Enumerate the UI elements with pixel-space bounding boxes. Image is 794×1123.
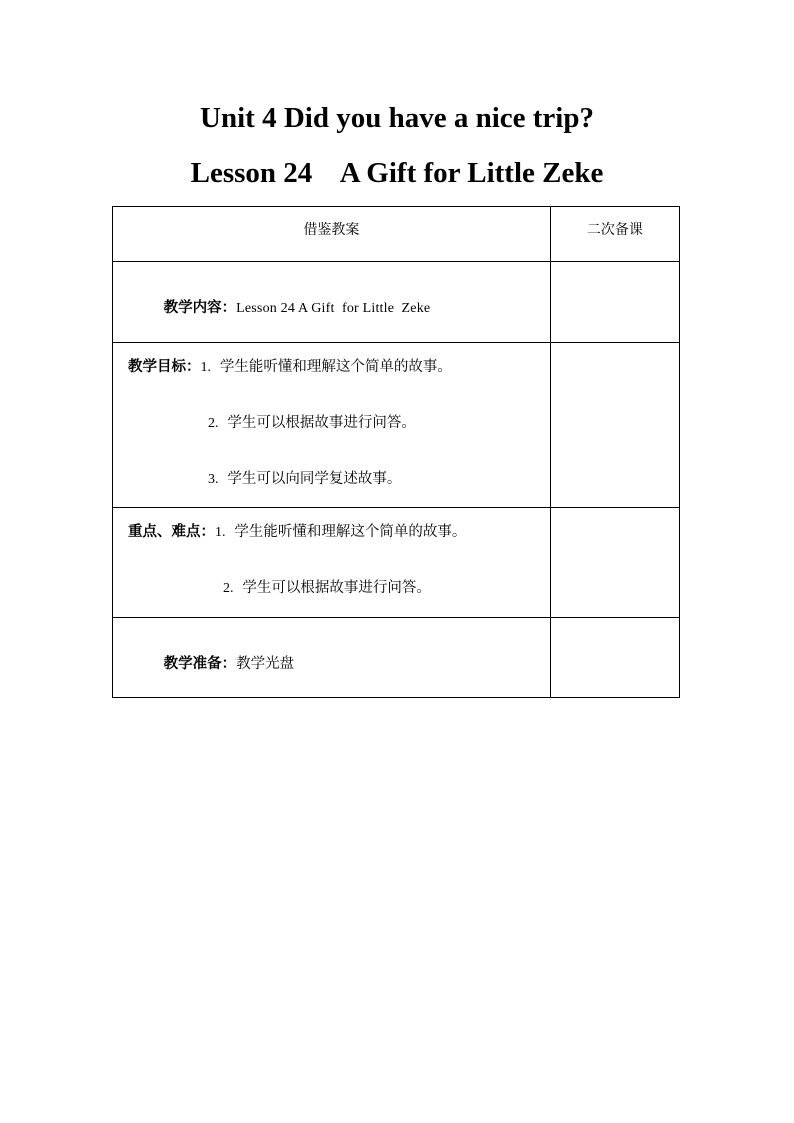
goal-text: 学生能听懂和理解这个简单的故事。 [219, 359, 452, 375]
content-notes-cell [550, 262, 679, 343]
goals-notes-cell [550, 343, 679, 508]
preparation-cell [113, 618, 551, 698]
key-points-cell [113, 508, 551, 618]
content-value: Lesson 24 A Gift for Little Zeke [236, 301, 431, 316]
preparation-label: 教学准备： [163, 656, 237, 672]
table-row-key-points [113, 508, 680, 618]
goal-text: 学生可以向同学复述故事。 [227, 471, 402, 487]
page-title: Unit 4 Did you have a nice trip? [200, 102, 594, 134]
table-row-preparation [113, 618, 680, 698]
key-points-label: 重点、难点： [128, 524, 215, 540]
key-point-number: 2. [223, 581, 234, 596]
goal-number: 1. [200, 360, 211, 375]
key-points-notes-cell [550, 508, 679, 618]
key-point-item [128, 577, 550, 600]
key-point-text: 学生能听懂和理解这个简单的故事。 [234, 524, 467, 540]
goal-item [128, 468, 550, 491]
lesson-plan-table [112, 206, 680, 698]
key-point-number: 1. [215, 525, 226, 540]
content-label: 教学内容： [163, 300, 237, 316]
content-cell [113, 262, 551, 343]
goals-cell [113, 343, 551, 508]
header-reference-plan [113, 207, 551, 262]
header-reference-plan-label: 借鉴教案 [303, 222, 360, 238]
table-row-goals [113, 343, 680, 508]
key-point-text: 学生可以根据故事进行问答。 [242, 580, 431, 596]
goal-text: 学生可以根据故事进行问答。 [227, 415, 416, 431]
key-point-item [128, 521, 550, 544]
goals-label: 教学目标： [128, 359, 201, 375]
goal-number: 2. [208, 416, 219, 431]
table-header-row [113, 207, 680, 262]
header-second-prep [550, 207, 679, 262]
table-row-content [113, 262, 680, 343]
goal-item [128, 412, 550, 435]
lesson-subtitle: Lesson 24 A Gift for Little Zeke [190, 157, 604, 189]
goal-number: 3. [208, 472, 219, 487]
header-second-prep-label: 二次备课 [586, 222, 643, 238]
preparation-notes-cell [550, 618, 679, 698]
preparation-value: 教学光盘 [236, 656, 295, 672]
goal-item [128, 356, 550, 379]
